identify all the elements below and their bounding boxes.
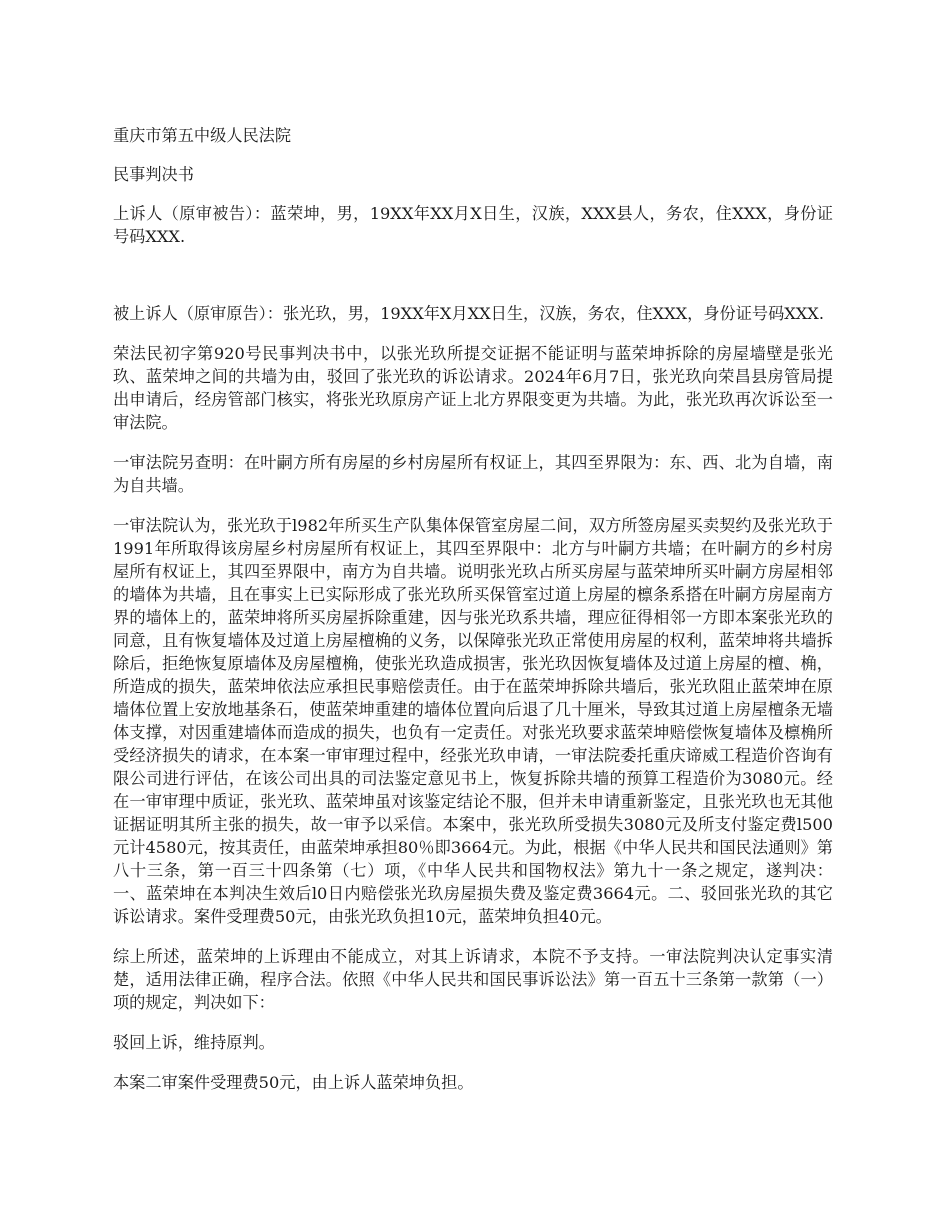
- appellant-paragraph: 上诉人（原审被告）：蓝荣坤，男，19XX年XX月X日生，汉族，XXX县人，务农，住XXX，身份证号码XXX.: [113, 204, 833, 246]
- ruling-paragraph: 驳回上诉，维持原判。: [113, 1033, 275, 1052]
- fee-paragraph: 本案二审案件受理费50元，由上诉人蓝荣坤负担。: [113, 1073, 474, 1092]
- first-instance-paragraph: 一审法院认为，张光玖于l982年所买生产队集体保管室房屋二间，双方所签房屋买卖契约及张光玖于1991年所取得该房屋乡村房屋所有权证上，其四至界限中：北方与叶嗣方共墙；在叶嗣方的乡村房屋所有权证上，其四至界限中，南方为自共墙。说明张光玖占所买房屋与蓝荣坤所买叶嗣方房屋相邻的墙体为共墙，且在事实上已实际形成了张光玖所买保管室过道上房屋的檩条系搭在叶嗣方房屋南方界的墙体上的，蓝荣坤将所买房屋拆除重建，因与张光玖系共墙，理应征得相邻一方即本案张光玖的同意，且有恢复墙体及过道上房屋檀桷的义务，以保障张光玖正常使用房屋的权利，蓝荣坤将共墙拆除后，拒绝恢复原墙体及房屋檀桷，使张光玖造成损害，张光玖因恢复墙体及过道上房屋的檀、桷，所造成的损失，蓝荣坤依法应承担民事赔偿责任。由于在蓝荣坤拆除共墙后，张光玖阻止蓝荣坤在原墙体位置上安放地基条石，使蓝荣坤重建的墙体位置向后退了几十厘米，导致其过道上房屋檀条无墙体支撑，对因重建墙体而造成的损失，也负有一定责任。对张光玖要求蓝荣坤赔偿恢复墙体及檩桷所受经济损失的请求，在本案一审审理过程中，经张光玖申请，一审法院委托重庆谛威工程造价咨询有限公司进行评估，在该公司出具的司法鉴定意见书上，恢复拆除共墙的预算工程造价为3080元。经在一审审理中质证，张光玖、蓝荣坤虽对该鉴定结论不服，但并未申请重新鉴定，且张光玖也无其他证据证明其所主张的损失，故一审予以采信。本案中，张光玖所受损失3080元及所支付鉴定费l500元计4580元，按其责任，由蓝荣坤承担80％即3664元。为此，根据《中华人民共和国民法通则》第八十三条，第一百三十四条第（七）项，《中华人民共和国物权法》第九十一条之规定，遂判决：一、蓝荣坤在本判决生效后l0日内赔偿张光玖房屋损失费及鉴定费3664元。二、驳回张光玖的其它诉讼请求。案件受理费50元，由张光玖负担10元，蓝荣坤负担40元。: [113, 516, 833, 926]
- document-title: 民事判决书: [113, 165, 194, 184]
- facts-paragraph: 一审法院另查明：在叶嗣方所有房屋的乡村房屋所有权证上，其四至界限为：东、西、北为自墙，南为自共墙。: [113, 453, 833, 495]
- judgment-document: [113, 124, 833, 1111]
- appellee-paragraph: 被上诉人（原审原告）：张光玖，男，19XX年X月XX日生，汉族，务农，住XXX，身份证号码XXX.: [113, 304, 824, 323]
- conclusion-paragraph: 综上所述，蓝荣坤的上诉理由不能成立，对其上诉请求，本院不予支持。一审法院判决认定事实清楚，适用法律正确，程序合法。依照《中华人民共和国民事诉讼法》第一百五十三条第一款第（一）项的规定，判决如下：: [113, 947, 833, 1012]
- court-name: 重庆市第五中级人民法院: [113, 126, 292, 145]
- background-paragraph: 荣法民初字第920号民事判决书中，以张光玖所提交证据不能证明与蓝荣坤拆除的房屋墙壁是张光玖、蓝荣坤之间的共墙为由，驳回了张光玖的诉讼请求。2024年6月7日，张光玖向荣昌县房管局提出申请后，经房管部门核实，将张光玖原房产证上北方界限变更为共墙。为此，张光玖再次诉讼至一审法院。: [113, 344, 833, 432]
